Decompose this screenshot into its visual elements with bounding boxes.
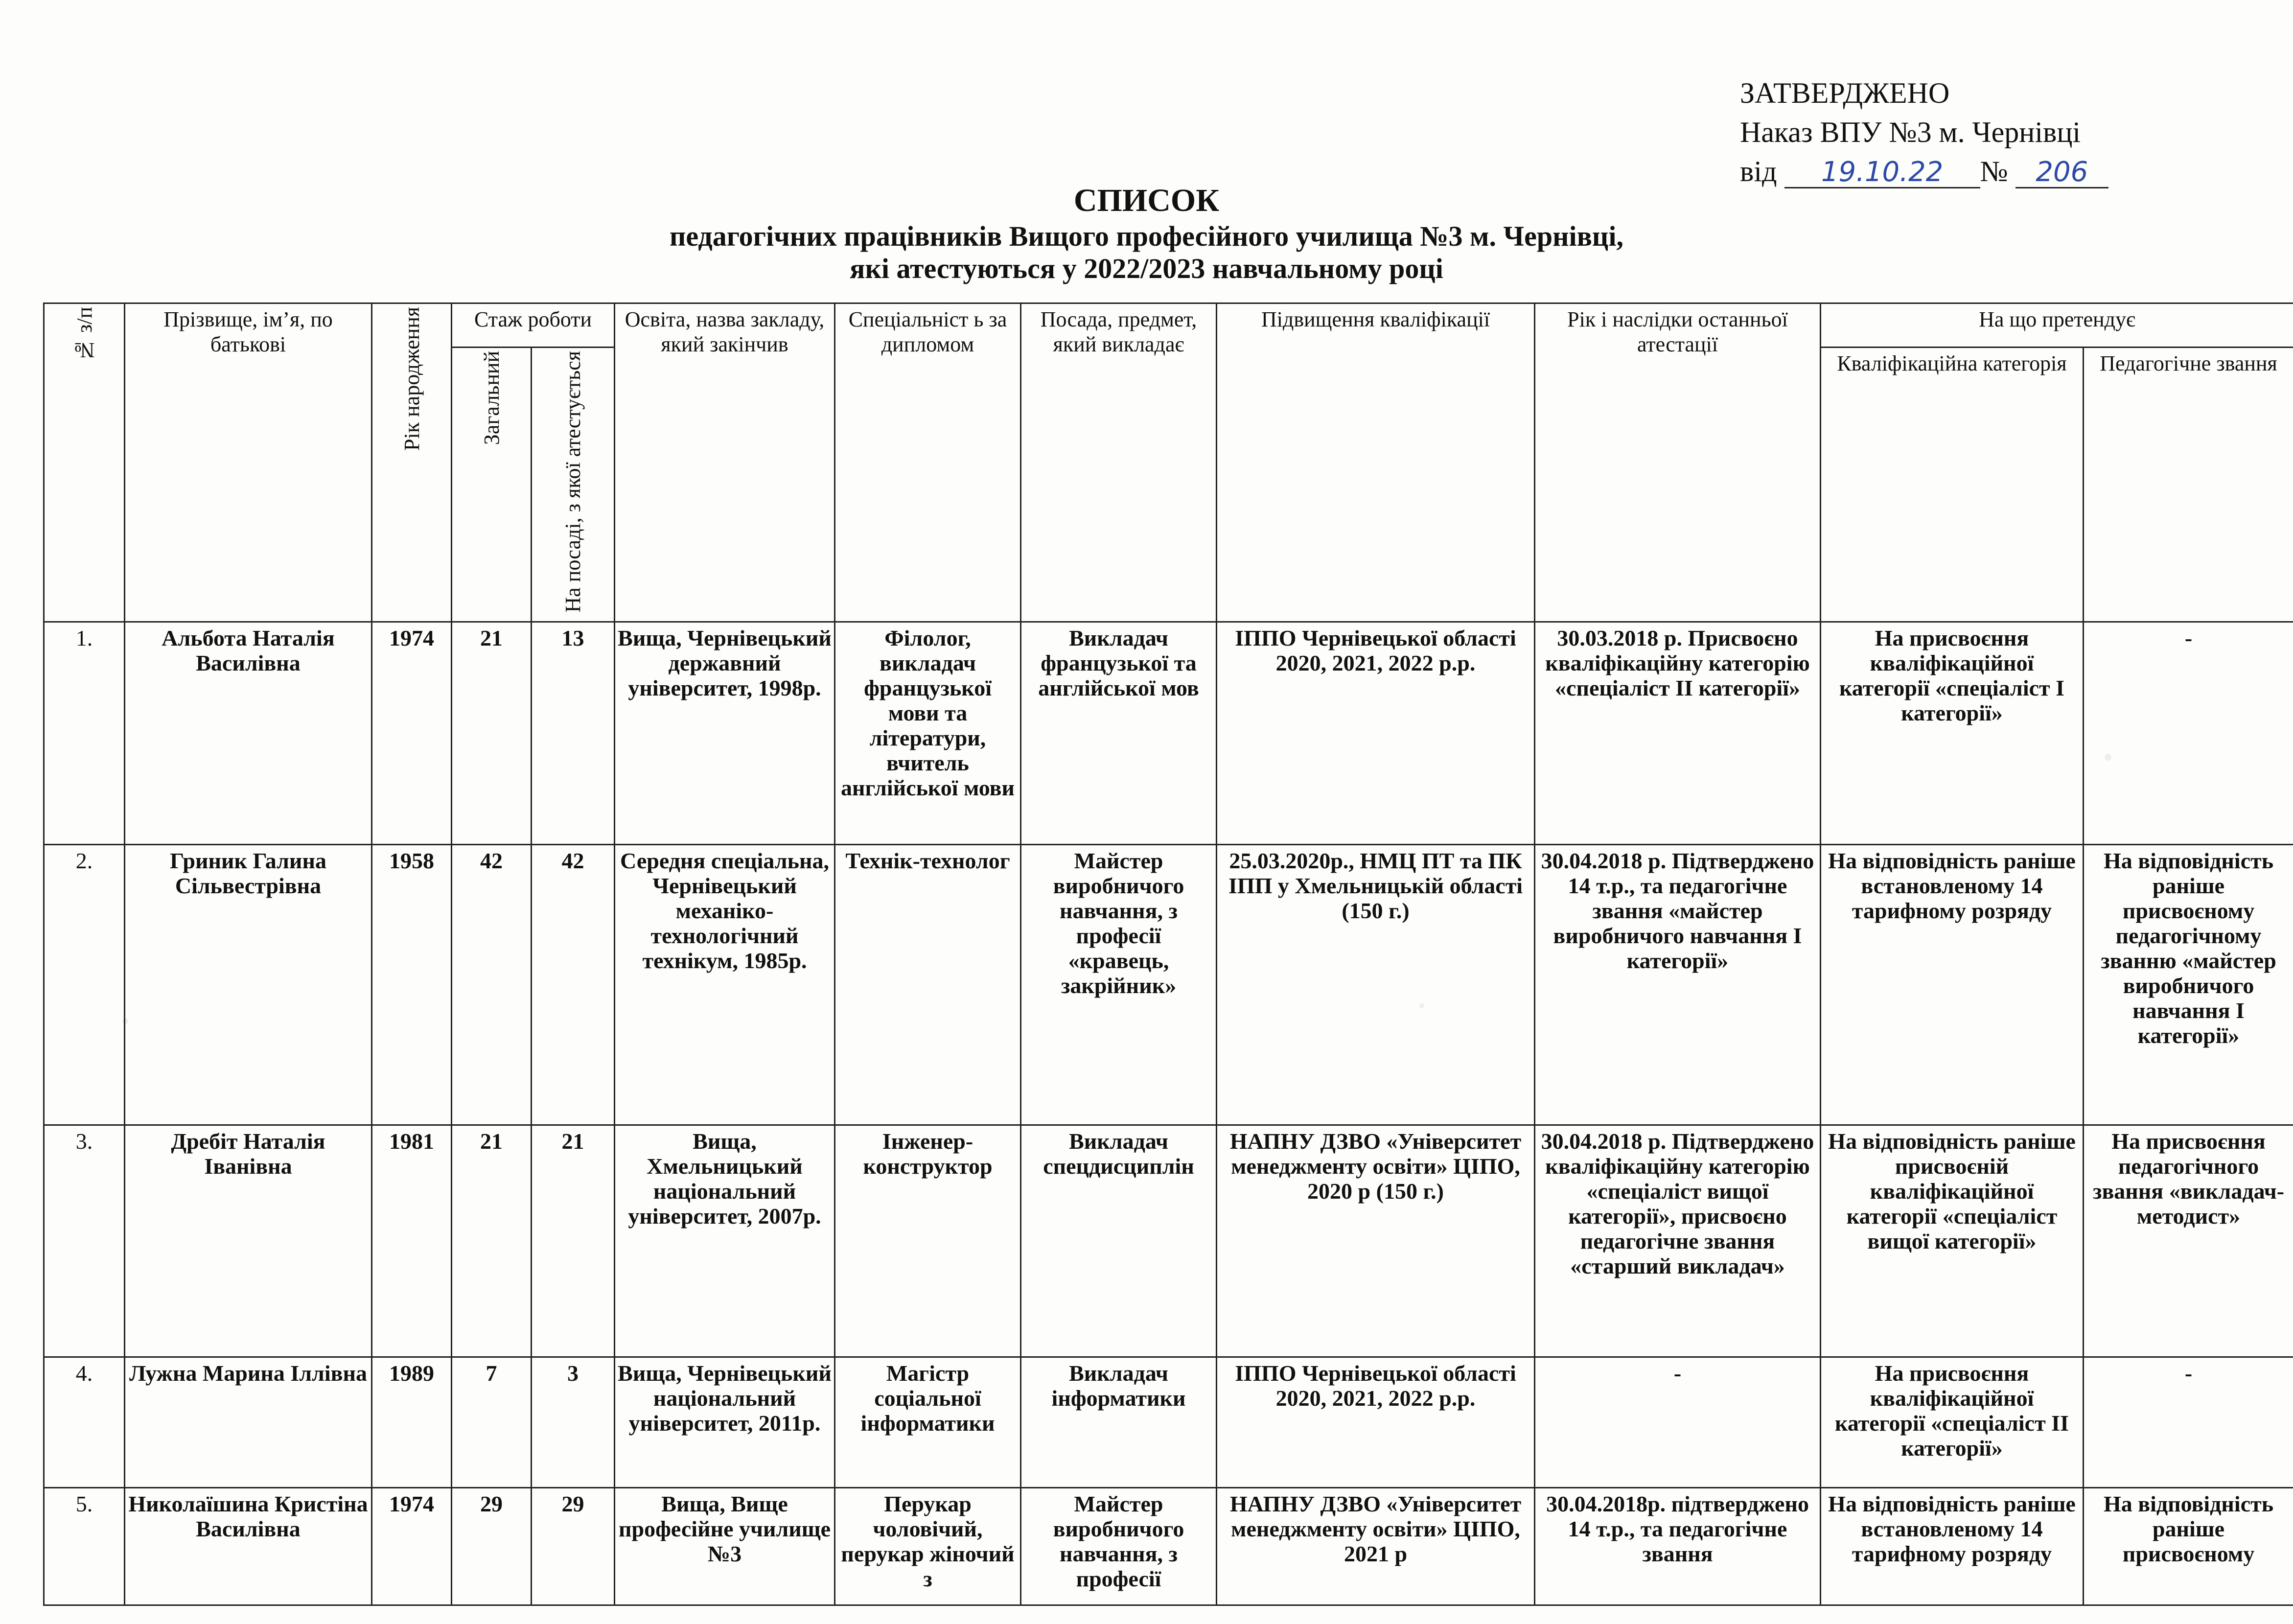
header-exp-position: На посаді, з якої атестується: [532, 348, 615, 622]
row-last-attestation: -: [1535, 1357, 1821, 1487]
row-exp-position: 13: [532, 622, 615, 844]
row-specialty: Магістр соціальної інформатики: [835, 1357, 1021, 1487]
row-exp-total: 21: [452, 1125, 532, 1357]
header-claims: На що претендує: [1821, 303, 2293, 348]
approval-stamp-block: [1740, 73, 2108, 191]
row-number: 2.: [44, 844, 125, 1125]
header-num: № з/п: [44, 303, 125, 622]
row-position: Викладач інформатики: [1021, 1357, 1217, 1487]
row-education: Середня спеціальна, Чернівецький механіко-технологічний технікум, 1985р.: [615, 844, 835, 1125]
row-name: Гриник Галина Сільвестрівна: [125, 844, 372, 1125]
number-prefix: №: [1980, 155, 2008, 187]
header-position: Посада, предмет, який викладає: [1021, 303, 1217, 622]
row-claim-category: На відповідність раніше встановленому 14 тарифному розряду: [1821, 1487, 2084, 1605]
row-education: Вища, Чернівецький національний університет, 2011р.: [615, 1357, 835, 1487]
title-subtitle-2: які атестуються у 2022/2023 навчальному році: [850, 253, 1443, 284]
row-position: Викладач французької та англійської мов: [1021, 622, 1217, 844]
table-row: [44, 1357, 2293, 1487]
row-claim-title: -: [2084, 1357, 2293, 1487]
row-claim-title: На відповідність раніше присвоєному: [2084, 1487, 2293, 1605]
row-position: Викладач спецдисциплін: [1021, 1125, 1217, 1357]
row-birth-year: 1974: [372, 622, 452, 844]
row-number: 5.: [44, 1487, 125, 1605]
row-birth-year: 1974: [372, 1487, 452, 1605]
row-last-attestation: 30.04.2018 р. Підтверджено кваліфікаційну категорію «спеціаліст вищої категорії», присвоєно педагогічне звання «старший викладач»: [1535, 1125, 1821, 1357]
table-row: [44, 622, 2293, 844]
row-education: Вища, Хмельницький національний університет, 2007р.: [615, 1125, 835, 1357]
header-education: Освіта, назва закладу, який закінчив: [615, 303, 835, 622]
row-education: Вища, Чернівецький державний університет, 1998р.: [615, 622, 835, 844]
row-training: ІППО Чернівецької області 2020, 2021, 2022 р.р.: [1217, 1357, 1535, 1487]
staff-attestation-table: [43, 302, 2293, 1606]
header-name: Прізвище, ім’я, по батькові: [125, 303, 372, 622]
table-body: [44, 622, 2293, 1605]
row-claim-category: На відповідність раніше встановленому 14 тарифному розряду: [1821, 844, 2084, 1125]
row-exp-total: 29: [452, 1487, 532, 1605]
row-exp-position: 3: [532, 1357, 615, 1487]
table-row: [44, 1125, 2293, 1357]
row-claim-title: На присвоєння педагогічного звання «викладач-методист»: [2084, 1125, 2293, 1357]
title-main: СПИСОК: [1073, 183, 1220, 218]
row-position: Майстер виробничого навчання, з професії: [1021, 1487, 1217, 1605]
header-claim-category: Кваліфікаційна категорія: [1821, 348, 2084, 622]
header-training: Підвищення кваліфікації: [1217, 303, 1535, 622]
row-exp-position: 42: [532, 844, 615, 1125]
row-specialty: Філолог, викладач французької мови та літератури, вчитель англійської мови: [835, 622, 1021, 844]
row-name: Николаїшина Кристіна Василівна: [125, 1487, 372, 1605]
row-number: 4.: [44, 1357, 125, 1487]
row-name: Альбота Наталія Василівна: [125, 622, 372, 844]
approval-title: ЗАТВЕРДЖЕНО: [1740, 77, 1950, 109]
row-exp-position: 29: [532, 1487, 615, 1605]
header-last-attestation: Рік і наслідки останньої атестації: [1535, 303, 1821, 622]
title-subtitle-1: педагогічних працівників Вищого професійного училища №3 м. Чернівці,: [670, 220, 1623, 252]
row-name: Дребіт Наталія Іванівна: [125, 1125, 372, 1357]
row-claim-category: На присвоєння кваліфікаційної категорії «спеціаліст І категорії»: [1821, 622, 2084, 844]
date-prefix: від: [1740, 155, 1777, 187]
row-last-attestation: 30.04.2018 р. Підтверджено 14 т.р., та педагогічне звання «майстер виробничого навчання І категорії»: [1535, 844, 1821, 1125]
handwritten-number: 206: [2015, 158, 2108, 188]
table-row: [44, 1487, 2293, 1605]
row-training: НАПНУ ДЗВО «Університет менеджменту освіти» ЦІПО, 2021 р: [1217, 1487, 1535, 1605]
row-position: Майстер виробничого навчання, з професії «кравець, закрійник»: [1021, 844, 1217, 1125]
header-exp-total: Загальний: [452, 348, 532, 622]
row-claim-title: -: [2084, 622, 2293, 844]
header-birth-year: Рік народження: [372, 303, 452, 622]
row-last-attestation: 30.04.2018р. підтверджено 14 т.р., та педагогічне звання: [1535, 1487, 1821, 1605]
row-number: 1.: [44, 622, 125, 844]
row-number: 3.: [44, 1125, 125, 1357]
row-exp-position: 21: [532, 1125, 615, 1357]
row-name: Лужна Марина Іллівна: [125, 1357, 372, 1487]
approval-order: Наказ ВПУ №3 м. Чернівці: [1740, 116, 2081, 148]
row-training: ІППО Чернівецької області 2020, 2021, 2022 р.р.: [1217, 622, 1535, 844]
row-exp-total: 7: [452, 1357, 532, 1487]
row-claim-category: На відповідність раніше присвоєній кваліфікаційної категорії «спеціаліст вищої категорії»: [1821, 1125, 2084, 1357]
row-education: Вища, Вище професійне училище №3: [615, 1487, 835, 1605]
row-claim-title: На відповідність раніше присвоєному педагогічному званню «майстер виробничого навчання І категорії»: [2084, 844, 2293, 1125]
row-birth-year: 1981: [372, 1125, 452, 1357]
row-exp-total: 21: [452, 622, 532, 844]
row-specialty: Інженер-конструктор: [835, 1125, 1021, 1357]
row-birth-year: 1958: [372, 844, 452, 1125]
row-training: НАПНУ ДЗВО «Університет менеджменту освіти» ЦІПО, 2020 р (150 г.): [1217, 1125, 1535, 1357]
header-claim-title: Педагогічне звання: [2084, 348, 2293, 622]
row-specialty: Перукар чоловічий, перукар жіночий з: [835, 1487, 1021, 1605]
header-specialty: Спеціальніст ь за дипломом: [835, 303, 1021, 622]
row-specialty: Технік-технолог: [835, 844, 1021, 1125]
row-training: 25.03.2020р., НМЦ ПТ та ПК ІПП у Хмельницькій області (150 г.): [1217, 844, 1535, 1125]
row-claim-category: На присвоєння кваліфікаційної категорії «спеціаліст ІІ категорії»: [1821, 1357, 2084, 1487]
handwritten-date: 19.10.22: [1784, 158, 1980, 188]
document-title: [0, 181, 2293, 285]
row-exp-total: 42: [452, 844, 532, 1125]
header-experience: Стаж роботи: [452, 303, 615, 348]
table-row: [44, 844, 2293, 1125]
row-birth-year: 1989: [372, 1357, 452, 1487]
row-last-attestation: 30.03.2018 р. Присвоєно кваліфікаційну категорію «спеціаліст ІІ категорії»: [1535, 622, 1821, 844]
